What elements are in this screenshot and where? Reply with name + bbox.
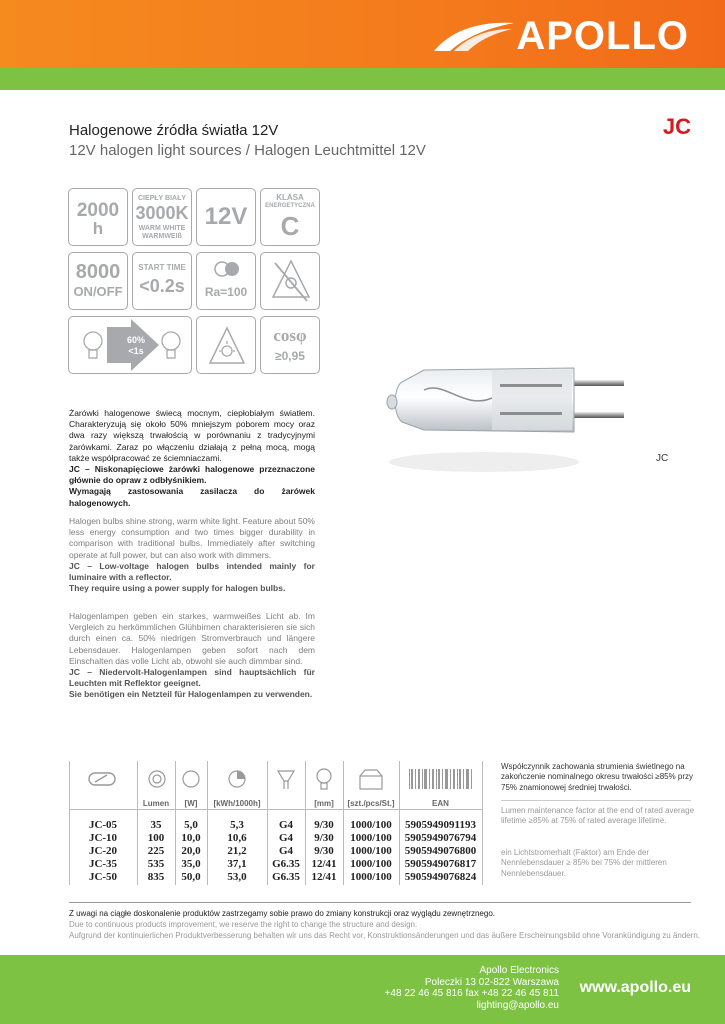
column-pcs (343, 819, 399, 884)
table-cell: JC-50 (88, 871, 118, 883)
switching-cycles-icon: 8000 ON/OFF (68, 252, 128, 310)
unit-kwh: [kWh/1000h] (213, 799, 261, 808)
table-cell: 100 (147, 832, 165, 844)
model-icon (87, 767, 117, 791)
table-cell: 35,0 (181, 858, 201, 870)
email-link[interactable]: lighting@apollo.eu (476, 999, 559, 1011)
start-time-icon: START TIME <0.2s (132, 252, 192, 310)
table-cell: 1000/100 (350, 832, 392, 844)
unit-pcs: [szt./pcs/St.] (347, 799, 395, 808)
table-cell: G4 (278, 845, 294, 857)
company-address (385, 965, 559, 1011)
package-icon (357, 767, 385, 791)
table-cell: G6.35 (272, 871, 300, 883)
street-address: Poleczki 13 02-822 Warszawa (424, 976, 559, 988)
table-cell: 1000/100 (350, 819, 392, 831)
table-cell: 20,0 (181, 845, 201, 857)
uv-protection-icon (196, 316, 256, 374)
spec-table (69, 761, 482, 885)
sun-warning-icon (207, 325, 247, 367)
table-cell: G6.35 (272, 858, 300, 870)
column-model (69, 819, 137, 884)
table-cell: 12/41 (311, 858, 337, 870)
lumen-note-polish: Współczynnik zachowania strumienia świetlnego na zakończenie nominalnego okresu trwałości ≥85% przy 75% znamionowej średniej trwałości. (501, 762, 694, 792)
table-cell: 5,0 (184, 819, 198, 831)
column-lumen (137, 819, 175, 884)
lumen-note-english: Lumen maintenance factor at the end of rated average lifetime ≥85% at 75% of rated average lifetime. (501, 806, 695, 826)
socket-icon (274, 767, 298, 791)
table-cell: 5905949076817 (404, 858, 477, 870)
table-cell: 5905949076800 (404, 845, 477, 857)
table-cell: 5,3 (230, 819, 244, 831)
table-cell: 5905949091193 (405, 819, 476, 831)
table-cell: G4 (278, 819, 294, 831)
table-cell: JC-35 (88, 858, 118, 870)
table-cell: 10,6 (227, 832, 247, 844)
table-cell: 10,0 (181, 832, 201, 844)
column-mm (305, 819, 343, 884)
unit-watt: [W] (184, 799, 198, 808)
description-polish: Żarówki halogenowe świecą mocnym, ciepłobiałym światłem. Charakteryzują się około 50% mniejszym poborem mocy oraz dwa razy większą trwałością w porównaniu z tradycyjnymi żarówkami. Zaraz po włączeniu działają z pełną mocą, mogą także współpracować ze ściemniaczami. JC – Niskonapięciowe żarówki halogenowe przeznaczone głównie do opraw z odbłyśnikiem. Wymagają zastosowania zasilacza do żarówek halogenowych. (69, 408, 315, 508)
table-cell: 1000/100 (350, 858, 392, 870)
feature-icons (68, 188, 324, 374)
column-kwh (207, 819, 267, 884)
description-german: Halogenlampen geben ein starkes, warmweißes Licht ab. Im Vergleich zu herkömmlichen Glühbirnen charakterisieren sie sich durch einen ca. 50% niedrigen Stromverbrauch und längere Lebensdauer. Halogenlampen geben sofort nach dem Einschalten das volle Licht ab, obwohl sie auch dimmbar sind. JC – Niedervolt-Halogenlampen sind hauptsächlich für Leuchten mit Reflektor geeignet. Sie benötigen ein Netzteil für Halogenlampen zu verwenden. (69, 611, 315, 700)
product-code: JC (662, 114, 691, 139)
description-english: Halogen bulbs shine strong, warm white light. Feature about 50% less energy consumption and two times bigger durability in comparison with traditional bulbs. Immediately after switching operate at full power, but can also work with dimmers. JC – Low-voltage halogen bulbs intended mainly for luminaire with a reflector. They require using a power supply for halogen bulbs. (69, 516, 315, 594)
table-cell: 835 (147, 871, 165, 883)
lifetime-icon: 2000 h (68, 188, 128, 246)
table-cell: JC-10 (88, 832, 118, 844)
table-cell: 5905949076794 (404, 832, 477, 844)
table-cell: 12/41 (311, 871, 337, 883)
table-cell: 37,1 (227, 858, 247, 870)
color-circles-icon (211, 260, 243, 278)
recycling-warning-icon (269, 257, 313, 305)
disclaimer-german: Aufgrund der kontinuierlichen Produktverbesserung behalten wir uns das Recht vor, Konstruktionsänderungen und das äußere Erscheinungsbild ohne Vorankündigung zu ändern. (69, 931, 701, 940)
energy-class-icon: KLASA ENERGETYCZNA C (260, 188, 320, 246)
table-cell: 35 (150, 819, 162, 831)
company-name: Apollo Electronics (479, 965, 559, 976)
power-factor-icon: cosφ ≥0,95 (260, 316, 320, 374)
hazardous-disposal-icon (260, 252, 320, 310)
barcode-icon (407, 767, 475, 791)
column-watt (175, 819, 207, 884)
table-cell: 21,2 (227, 845, 247, 857)
brand-name: APOLLO (516, 14, 689, 58)
table-cell: 50,0 (181, 871, 201, 883)
website-link[interactable]: www.apollo.eu (579, 979, 691, 996)
table-cell: 535 (147, 858, 165, 870)
footer (0, 955, 725, 1024)
table-cell: 9/30 (314, 832, 334, 844)
wattage-icon (181, 767, 201, 791)
image-caption: JC (656, 453, 669, 464)
lumen-icon (147, 767, 167, 791)
header-banner (0, 0, 725, 68)
energy-icon (227, 767, 247, 791)
column-socket (267, 819, 305, 884)
table-cell: 1000/100 (350, 871, 392, 883)
dimension-icon (314, 767, 334, 791)
apollo-logo (432, 16, 689, 56)
lumen-note-german: ein Lichtstromerhalt (Faktor) am Ende der Nennlebensdauer ≥ 85% bei 75% der mittleren Nennlebensdauer. (501, 848, 667, 878)
table-cell: 1000/100 (350, 845, 392, 857)
header-stripe (0, 68, 725, 90)
disclaimer-polish: Z uwagi na ciągłe doskonalenie produktów zastrzegamy sobie prawo do zmiany konstrukcji oraz wyglądu zewnętrznego. (69, 909, 495, 918)
color-rendering-icon: Ra=100 (196, 252, 256, 310)
table-cell: 9/30 (314, 819, 334, 831)
voltage-icon: 12V (196, 188, 256, 246)
unit-ean: EAN (432, 799, 449, 808)
table-cell: 225 (147, 845, 165, 857)
title-english: 12V halogen light sources / Halogen Leuchtmittel 12V (69, 142, 426, 159)
unit-mm: [mm] (314, 799, 334, 808)
table-cell: JC-05 (88, 819, 118, 831)
disclaimer-english: Due to continuous products improvement, we reserve the right to change the structure and design. (69, 920, 418, 929)
warm-up-icon: 60% <1s (68, 316, 192, 374)
halogen-bulb-image (384, 340, 624, 480)
table-cell: G4 (278, 832, 294, 844)
column-ean (399, 819, 482, 884)
apollo-swoosh-icon (432, 19, 516, 53)
table-cell: JC-20 (88, 845, 118, 857)
unit-lumen: Lumen (142, 799, 170, 808)
table-cell: 9/30 (314, 845, 334, 857)
title-polish: Halogenowe źródła światła 12V (69, 122, 279, 139)
phone-fax: +48 22 46 45 816 fax +48 22 46 45 811 (384, 988, 559, 999)
table-cell: 53,0 (227, 871, 247, 883)
color-temperature-icon: CIEPŁY BIAŁY 3000K WARM WHITE WARMWEIß (132, 188, 192, 246)
table-cell: 5905949076824 (404, 871, 477, 883)
